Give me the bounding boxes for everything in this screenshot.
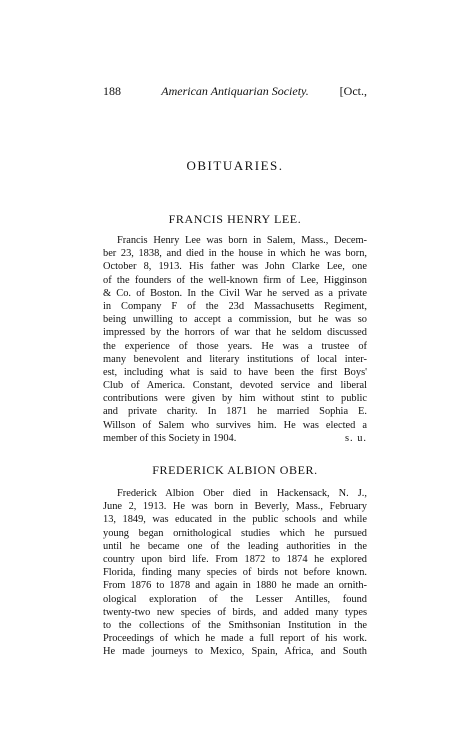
text-line: member of this Society in 1904.	[103, 432, 237, 444]
text-line: of the founders of the well-known firm of Lee, Higginson	[103, 274, 367, 286]
text-line: impressed by the horrors of war that he seldom discussed	[103, 327, 367, 339]
text-line: He made journeys to Mexico, Spain, Africa, and South	[103, 646, 367, 658]
text-line: ological exploration of the Lesser Antilles, found	[103, 593, 367, 605]
text-line: est, including what is said to have been the first Boys'	[103, 366, 367, 378]
text-line: many benevolent and literary institutions of local inter-	[103, 353, 367, 365]
text-line: the experience of those years. He was a trustee of	[103, 340, 367, 352]
page-number: 188	[103, 84, 121, 98]
text-line: Florida, finding many species of birds not before known.	[103, 567, 367, 579]
text-line: Proceedings of which he made a full report of his work.	[103, 633, 367, 645]
text-line: contributions were given by him without stint to public	[103, 393, 367, 405]
obituary-heading-lee: FRANCIS HENRY LEE.	[168, 212, 302, 226]
obituary-text-ober	[103, 487, 367, 658]
obituary-text-lee	[103, 234, 367, 445]
text-line: 13, 1849, was educated in the public schools and while	[103, 514, 367, 526]
text-line: Willson of Salem who survives him. He was elected a	[103, 419, 367, 431]
text-line: & Co. of Boston. In the Civil War he served as a private	[103, 287, 367, 299]
text-line: October 8, 1913. His father was John Clarke Lee, one	[103, 261, 367, 273]
text-line: country upon bird life. From 1872 to 1874 he explored	[103, 553, 367, 565]
text-line-signed	[103, 432, 367, 445]
text-line: to the collections of the Smithsonian Institution in the	[103, 619, 367, 631]
text-line: twenty-two new species of birds, and added many types	[103, 606, 367, 618]
text-line: Frederick Albion Ober died in Hackensack, N. J.,	[117, 488, 367, 499]
text-line: being unwilling to accept a commission, but he was so	[103, 314, 367, 326]
text-line: Francis Henry Lee was born in Salem, Mass., Decem-	[117, 235, 367, 246]
running-head	[103, 84, 367, 100]
section-title: OBITUARIES.	[186, 158, 284, 173]
text-line: June 2, 1913. He was born in Beverly, Mass., February	[103, 501, 367, 513]
author-initials: s. u.	[344, 432, 367, 444]
text-line: From 1876 to 1878 and again in 1880 he made an ornith-	[103, 580, 367, 592]
journal-title: American Antiquarian Society.	[161, 84, 309, 98]
text-line: and private charity. In 1871 he married Sophia E.	[103, 406, 367, 418]
text-line: until he became one of the leading authorities in the	[103, 540, 367, 552]
text-line: in Company F of the 23d Massachusetts Regiment,	[103, 300, 367, 312]
text-line: ber 23, 1838, and died in the house in which he was born,	[103, 248, 367, 260]
running-head-month: [Oct.,	[339, 84, 367, 98]
text-line: Club of America. Constant, devoted service and liberal	[103, 380, 367, 392]
obituary-heading-ober: FREDERICK ALBION OBER.	[152, 463, 318, 477]
text-line: young began ornithological studies which he pursued	[103, 527, 367, 539]
